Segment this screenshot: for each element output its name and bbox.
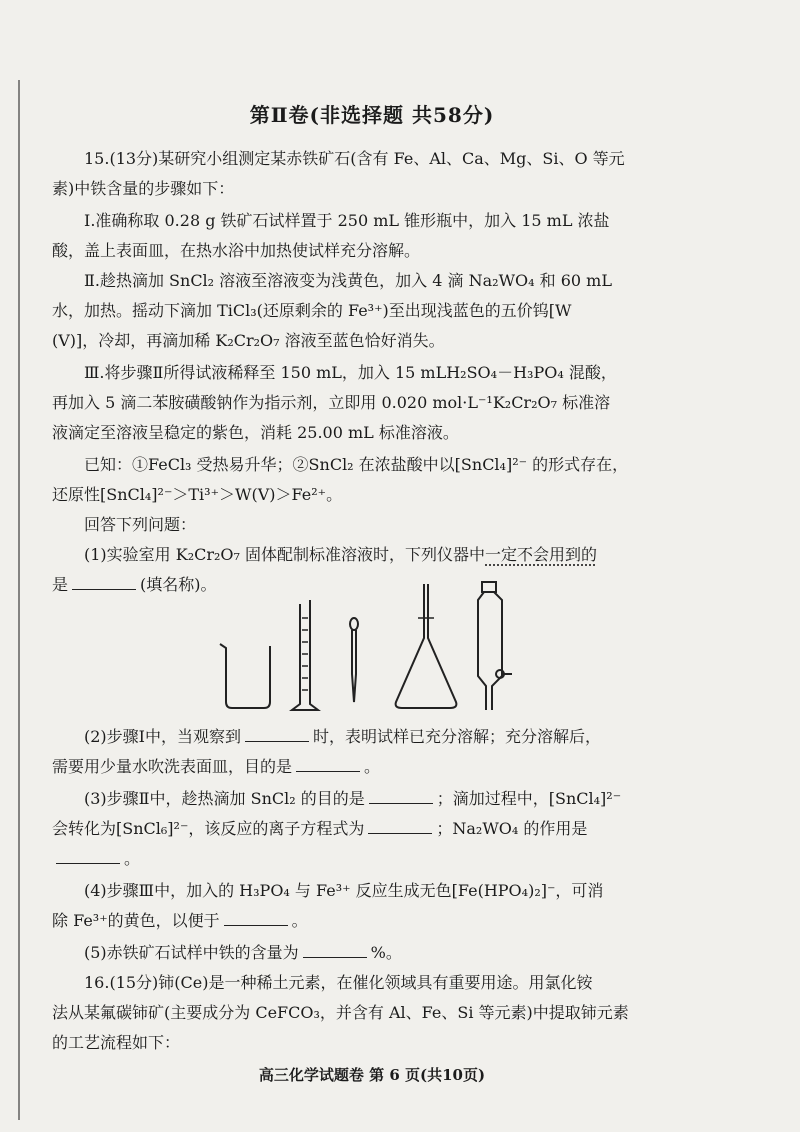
answer-prompt: 回答下列问题： <box>84 515 197 534</box>
q15-part5-line <box>84 938 692 968</box>
q15-part2-line1 <box>84 722 692 752</box>
answer-blank[interactable] <box>296 757 360 772</box>
q15-part3-line3 <box>52 844 692 874</box>
q15-step3-line1: Ⅲ.将步骤Ⅱ所得试液稀释至 150 mL，加入 15 mLH₂SO₄－H₃PO₄ 混酸， <box>84 363 617 382</box>
separatory-funnel-icon <box>478 582 512 710</box>
q15-part3-tail: 。 <box>124 849 141 868</box>
answer-blank[interactable] <box>303 943 367 958</box>
beaker-icon <box>220 644 270 708</box>
q15-step1-line2: 酸，盖上表面皿，在热水浴中加热使试样充分溶解。 <box>52 241 421 260</box>
q15-part1-emphasis: 一定不会用到的 <box>485 545 598 564</box>
q15-step3-line2: 再加入 5 滴二苯胺磺酸钠作为指示剂，立即用 0.020 mol·L⁻¹K₂Cr₂O₇ 标准溶 <box>52 393 611 412</box>
q15-part1-tail: (填名称)。 <box>140 575 217 594</box>
binding-margin-line <box>18 80 20 1120</box>
dropper-pipette-icon <box>350 618 358 702</box>
q15-part3-line2 <box>52 814 692 844</box>
q15-step2-line3: (V)]，冷却，再滴加稀 K₂Cr₂O₇ 溶液至蓝色恰好消失。 <box>52 331 445 350</box>
answer-blank[interactable] <box>72 575 136 590</box>
q16-line3: 的工艺流程如下： <box>52 1033 181 1052</box>
q15-part1-line1 <box>84 540 692 570</box>
q15-step3-line3: 液滴定至溶液呈稳定的紫色，消耗 25.00 mL 标准溶液。 <box>52 423 459 442</box>
q15-part3-text: (3)步骤Ⅱ中，趁热滴加 SnCl₂ 的目的是 <box>84 789 365 808</box>
lab-apparatus-figure <box>212 578 572 714</box>
answer-blank[interactable] <box>368 819 432 834</box>
q15-part3-role-prompt: ；Na₂WO₄ 的作用是 <box>436 819 588 838</box>
q15-intro-line1: 15.(13分)某研究小组测定某赤铁矿石(含有 Fe、Al、Ca、Mg、Si、O 等元 <box>84 149 625 168</box>
q15-part3-text-cont: ；滴加过程中，[SnCl₄]²⁻ <box>436 789 622 808</box>
q15-part2-tail: 。 <box>364 757 381 776</box>
answer-blank[interactable] <box>245 727 309 742</box>
q15-known-line2: 还原性[SnCl₄]²⁻＞Ti³⁺＞W(V)＞Fe²⁺。 <box>52 485 343 504</box>
q15-part4-line1: (4)步骤Ⅲ中，加入的 H₃PO₄ 与 Fe³⁺ 反应生成无色[Fe(HPO₄)₂]⁻，可消 <box>84 881 604 900</box>
answer-blank[interactable] <box>56 849 120 864</box>
q15-part2-text-cont: 时，表明试样已充分溶解；充分溶解后， <box>313 727 602 746</box>
q15-part2-purpose: 需要用少量水吹洗表面皿，目的是 <box>52 757 293 776</box>
q15-part1-text: (1)实验室用 K₂Cr₂O₇ 固体配制标准溶液时，下列仪器中 <box>84 545 486 564</box>
q15-part3-equation-prompt: 会转化为[SnCl₆]²⁻，该反应的离子方程式为 <box>52 819 365 838</box>
q15-part5-unit: %。 <box>370 943 402 962</box>
volumetric-flask-icon <box>396 584 457 708</box>
graduated-cylinder-icon <box>292 600 318 710</box>
section-title: 第Ⅱ卷(非选择题 共58分) <box>249 103 495 127</box>
q15-step2-line1: Ⅱ.趁热滴加 SnCl₂ 溶液至溶液变为浅黄色，加入 4 滴 Na₂WO₄ 和 60 mL <box>84 271 612 290</box>
exam-page <box>52 0 692 1132</box>
q15-part2-text: (2)步骤Ⅰ中，当观察到 <box>84 727 241 746</box>
q15-part5-text: (5)赤铁矿石试样中铁的含量为 <box>84 943 299 962</box>
q15-part1-lead: 是 <box>52 575 69 594</box>
q16-line1: 16.(15分)铈(Ce)是一种稀土元素，在催化领域具有重要用途。用氯化铵 <box>84 973 593 992</box>
q15-part4-text: 除 Fe³⁺的黄色，以便于 <box>52 911 220 930</box>
q16-line2: 法从某氟碳铈矿(主要成分为 CeFCO₃，并含有 Al、Fe、Si 等元素)中提取铈元素 <box>52 1003 629 1022</box>
q15-part4-tail: 。 <box>291 911 308 930</box>
q15-step2-line2: 水，加热。摇动下滴加 TiCl₃(还原剩余的 Fe³⁺)至出现浅蓝色的五价钨[W <box>52 301 572 320</box>
q15-step1-line1: Ⅰ.准确称取 0.28 g 铁矿石试样置于 250 mL 锥形瓶中，加入 15 mL 浓盐 <box>84 211 610 230</box>
page-footer: 高三化学试题卷 第 6 页(共10页) <box>258 1066 486 1084</box>
answer-blank[interactable] <box>369 789 433 804</box>
q15-part2-line2 <box>52 752 692 782</box>
q15-known-line1: 已知：①FeCl₃ 受热易升华；②SnCl₂ 在浓盐酸中以[SnCl₄]²⁻ 的形式存在， <box>84 455 629 474</box>
q15-intro-line2: 素)中铁含量的步骤如下： <box>52 179 235 198</box>
answer-blank[interactable] <box>224 911 288 926</box>
q15-part3-line1 <box>84 784 692 814</box>
q15-part4-line2 <box>52 906 692 936</box>
